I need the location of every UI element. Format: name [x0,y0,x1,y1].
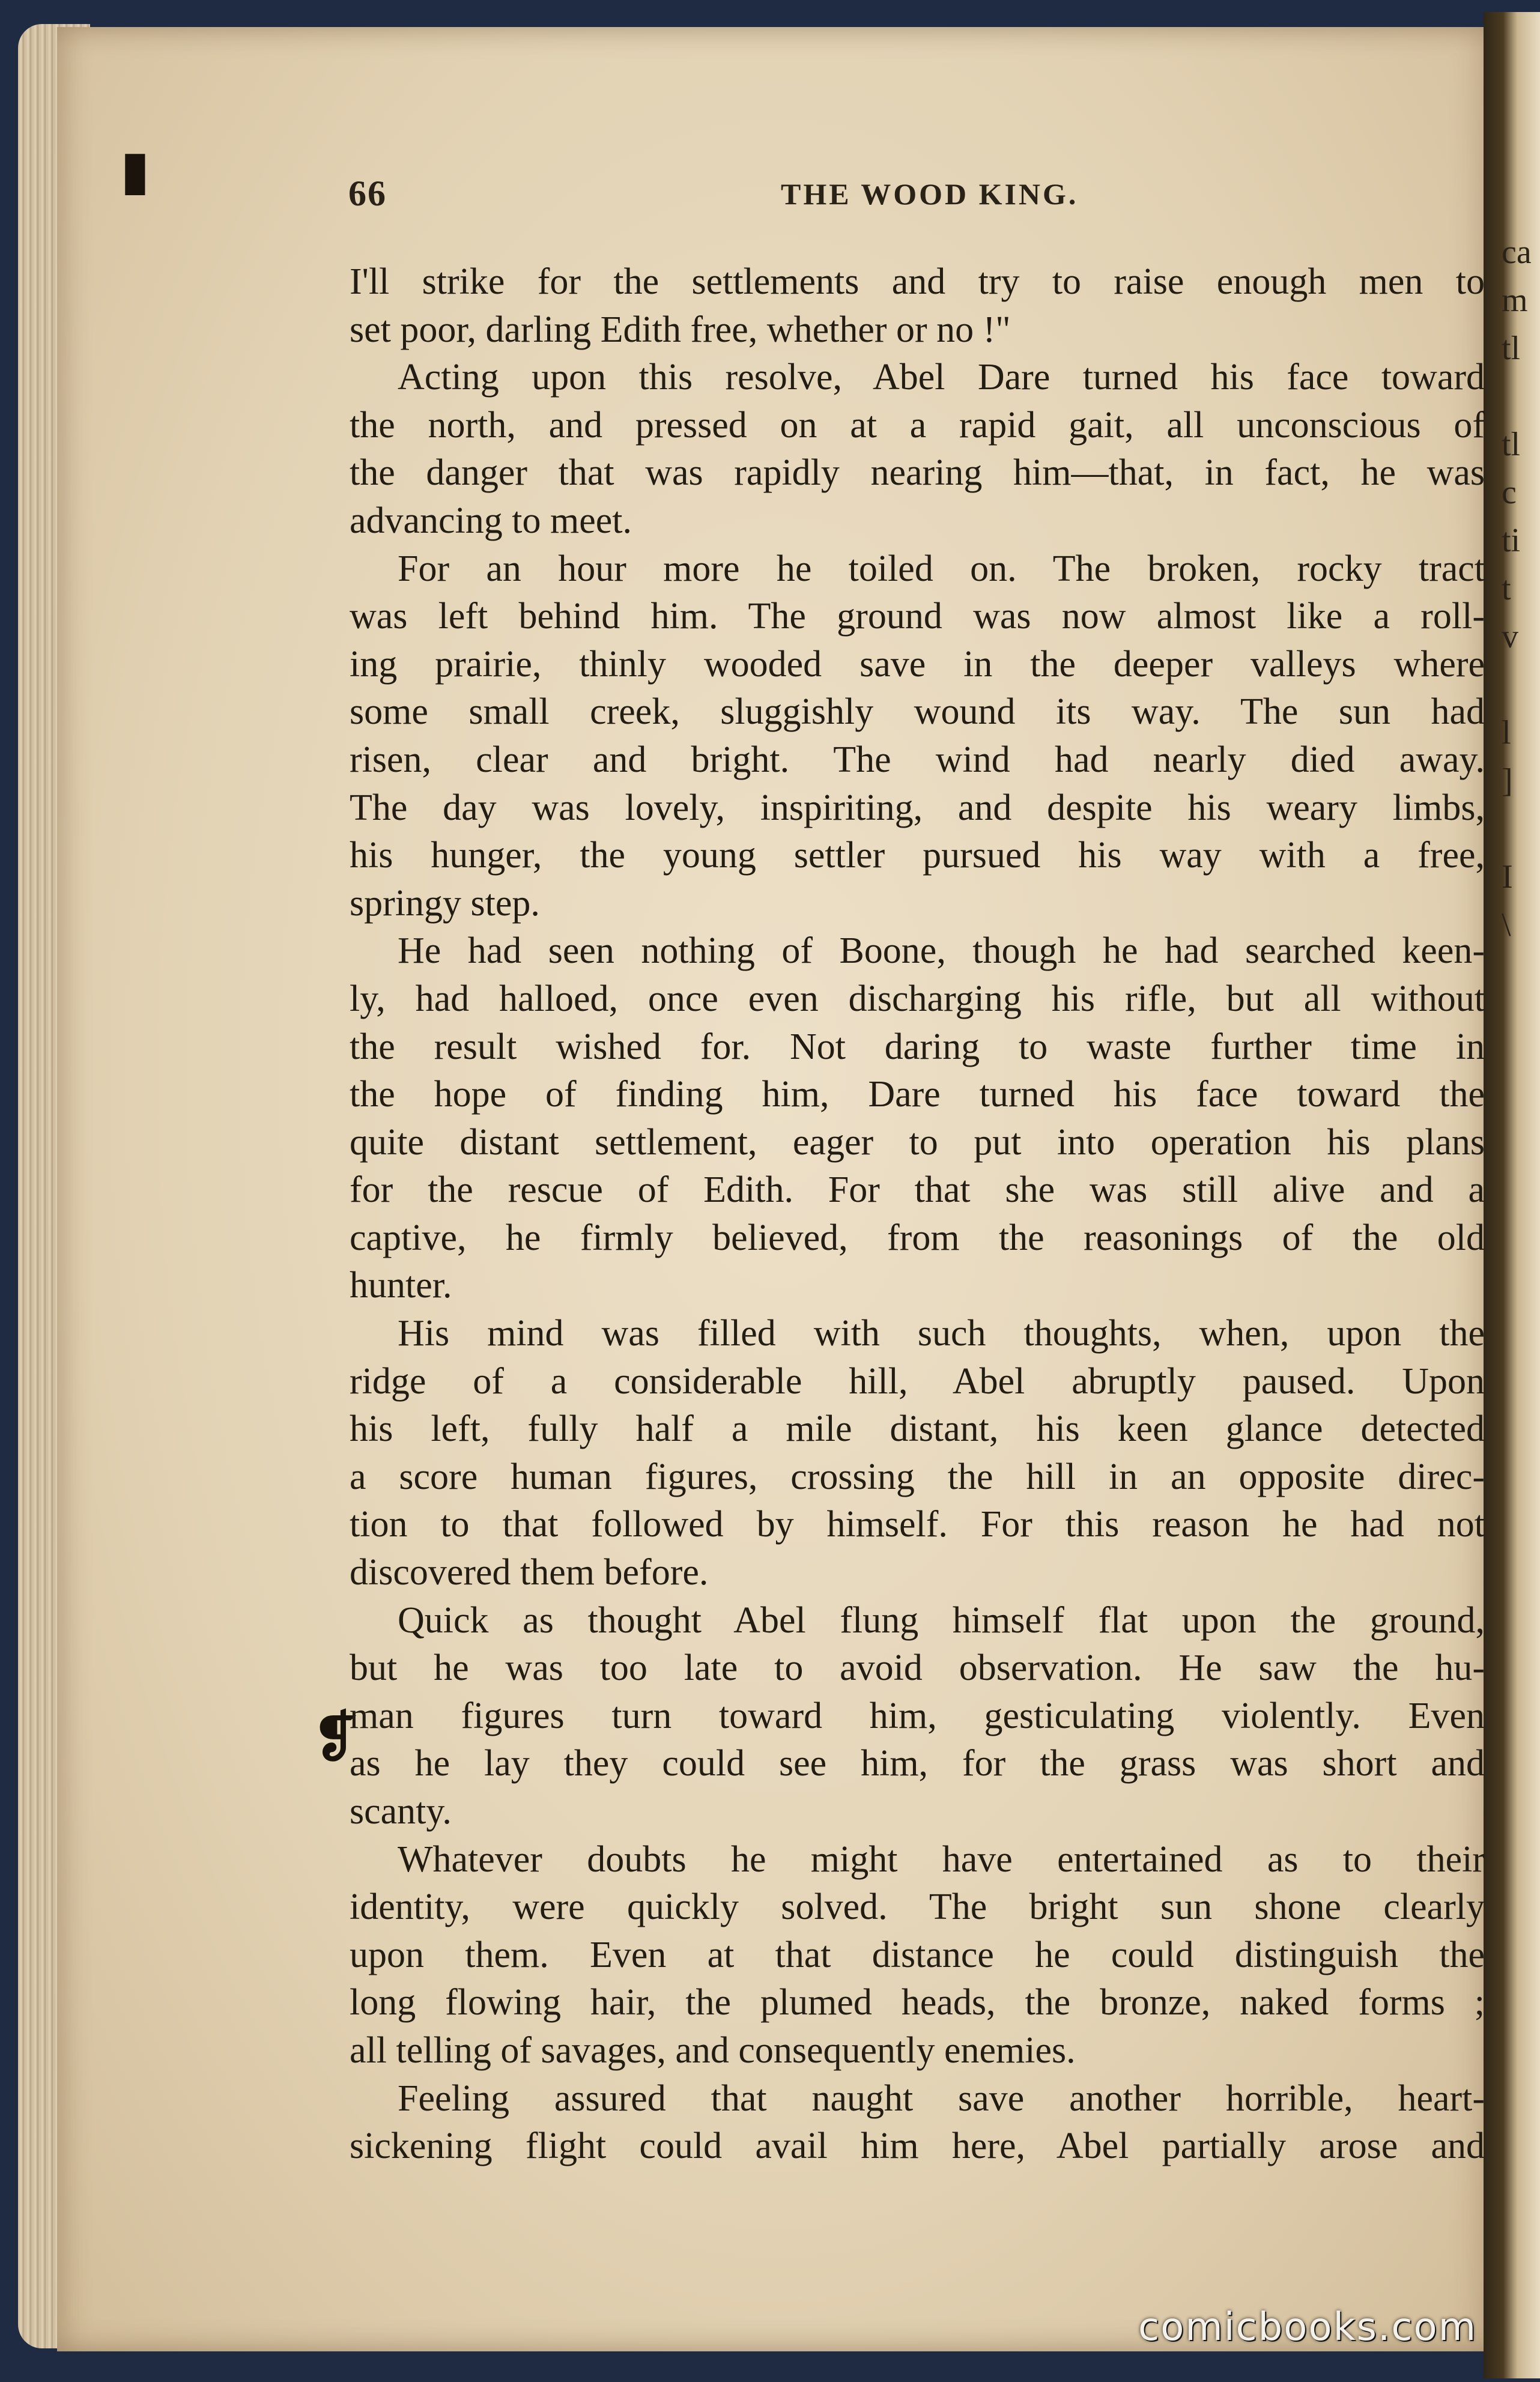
page-number: 66 [348,174,387,213]
text-line: all telling of savages, and consequently enemies. [350,2029,1076,2071]
text-line: his hunger, the young settler pursued his way with a free, [350,835,1485,876]
text-line: sickening flight could avail him here, Abel partially arose and [350,2126,1485,2167]
text-line: captive, he firmly believed, from the reasonings of the old [350,1217,1485,1258]
text-line: For an hour more he toiled on. The broken, rocky tract [398,548,1485,589]
text-line: discovered them before. [350,1552,709,1593]
text-line: was left behind him. The ground was now almost like a roll- [350,596,1485,637]
text-line: set poor, darling Edith free, whether or no !" [350,309,1011,350]
text-line: upon them. Even at that distance he could distinguish the [350,1934,1485,1975]
page-text [350,258,1485,2171]
text-line: a score human figures, crossing the hill in an opposite direc- [350,1456,1485,1497]
running-head [348,173,1478,221]
text-line: man figures turn toward him, gesticulating violently. Even [350,1695,1485,1736]
text-line: identity, were quickly solved. The bright sun shone clearly [350,1887,1485,1928]
text-line: He had seen nothing of Boone, though he had searched keen- [398,930,1485,972]
watermark: comicbooks.com [1138,2305,1478,2350]
book-title: THE WOOD KING. [781,177,1079,211]
text-line: springy step. [350,882,540,924]
facing-page-fragment: ca m tl tl c ti t v l ] I \ [1502,234,1532,944]
text-line: ing prairie, thinly wooded save in the deeper valleys where [350,643,1485,685]
text-line: hunter. [350,1265,452,1306]
text-line: Quick as thought Abel flung himself flat upon the ground, [398,1599,1485,1641]
text-line: ridge of a considerable hill, Abel abruptly paused. Upon [350,1360,1485,1402]
text-line: quite distant settlement, eager to put into operation his plans [350,1121,1485,1163]
margin-ink-mark: ▮ [120,141,150,201]
text-line: His mind was filled with such thoughts, when, upon the [398,1313,1485,1354]
text-line: I'll strike for the settlements and try to raise enough men to [350,261,1485,302]
text-line: scanty. [350,1791,452,1832]
text-line: The day was lovely, inspiriting, and despite his weary limbs, [350,787,1485,828]
text-line: tion to that followed by himself. For this reason he had not [350,1504,1485,1545]
text-line: but he was too late to avoid observation. He saw the hu- [350,1647,1485,1689]
text-line: as he lay they could see him, for the grass was short and [350,1743,1485,1784]
text-line: Feeling assured that naught save another horrible, heart- [398,2077,1485,2119]
text-line: ly, had halloed, once even discharging his rifle, but all without [350,978,1485,1019]
text-line: advancing to meet. [350,500,632,541]
text-line: Acting upon this resolve, Abel Dare turned his face toward [398,357,1485,398]
text-line: his left, fully half a mile distant, his keen glance detected [350,1408,1485,1450]
text-line: risen, clear and bright. The wind had nearly died away. [350,739,1485,780]
margin-ink-mark: ❡ [312,1708,358,1768]
text-line: the north, and pressed on at a rapid gait, all unconscious of [350,404,1485,446]
text-line: for the rescue of Edith. For that she was still alive and a [350,1169,1485,1211]
text-line: Whatever doubts he might have entertained as to their [398,1838,1485,1880]
text-line: long flowing hair, the plumed heads, the bronze, naked forms ; [350,1982,1485,2023]
text-line: the danger that was rapidly nearing him—that, in fact, he was [350,452,1485,494]
text-line: the result wished for. Not daring to waste further time in [350,1026,1485,1067]
text-line: the hope of finding him, Dare turned his face toward the [350,1074,1485,1115]
text-line: some small creek, sluggishly wound its way. The sun had [350,691,1485,733]
